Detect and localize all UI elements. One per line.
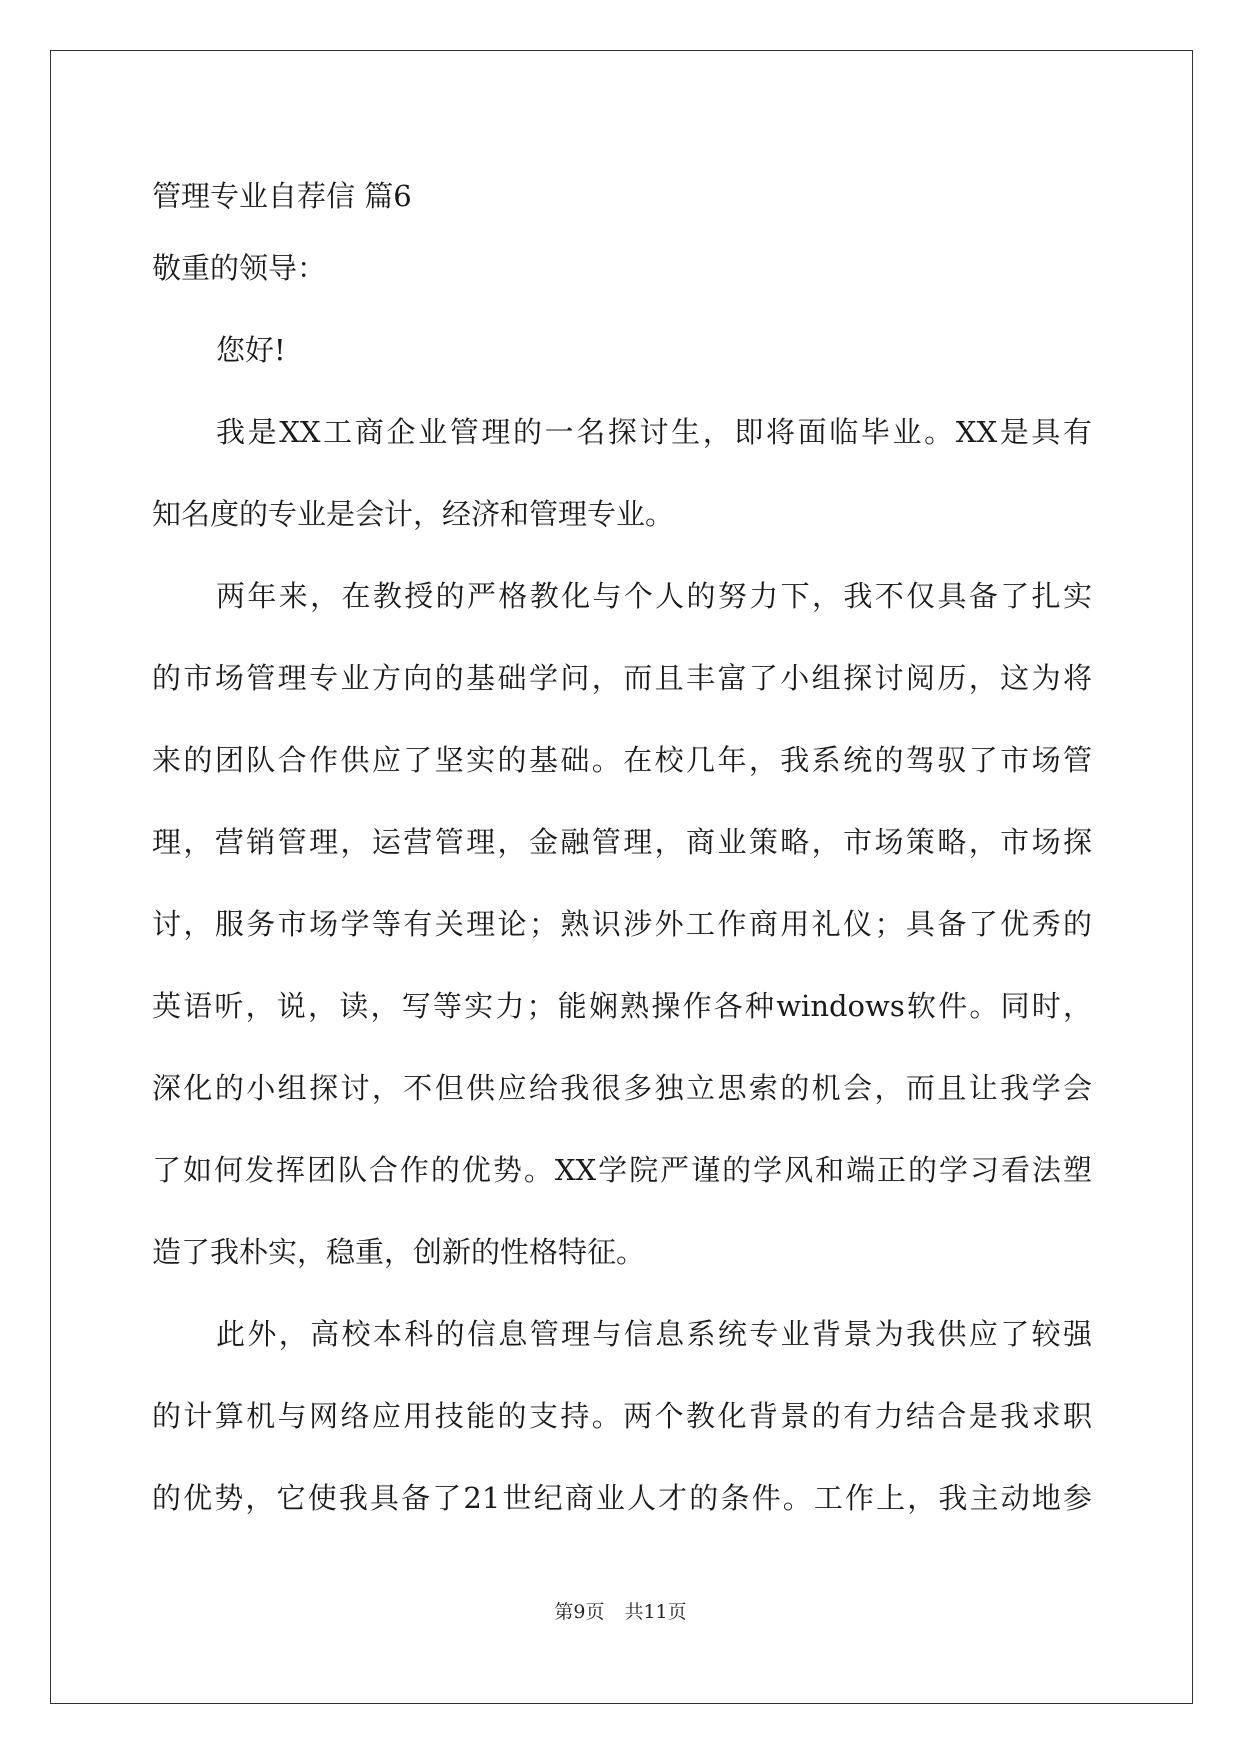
paragraph-3 bbox=[152, 1302, 1092, 1548]
paragraph-line: 理，营销管理，运营管理，金融管理，商业策略，市场策略，市场探 bbox=[152, 825, 1092, 859]
paragraph-1 bbox=[152, 400, 1092, 564]
paragraph-line: 来的团队合作供应了坚实的基础。在校几年，我系统的驾驭了市场管 bbox=[152, 743, 1092, 777]
paragraph-line: 了如何发挥团队合作的优势。XX学院严谨的学风和端正的学习看法塑 bbox=[152, 1153, 1092, 1187]
paragraph-line: 的计算机与网络应用技能的支持。两个教化背景的有力结合是我求职 bbox=[152, 1399, 1092, 1433]
salutation: 敬重的领导： bbox=[152, 251, 327, 285]
document-body bbox=[152, 164, 1092, 1548]
document-title: 管理专业自荐信 篇6 bbox=[152, 179, 412, 213]
paragraph-line: 的优势，它使我具备了21世纪商业人才的条件。工作上，我主动地参 bbox=[152, 1481, 1092, 1515]
paragraph-line: 英语听，说，读，写等实力；能娴熟操作各种windows软件。同时， bbox=[152, 989, 1092, 1023]
greeting: 您好! bbox=[216, 333, 286, 367]
paragraph-line: 知名度的专业是会计，经济和管理专业。 bbox=[152, 497, 675, 531]
paragraph-line: 造了我朴实，稳重，创新的性格特征。 bbox=[152, 1235, 646, 1269]
page-footer bbox=[0, 1597, 1241, 1624]
paragraph-line: 我是XX工商企业管理的一名探讨生，即将面临毕业。XX是具有 bbox=[216, 415, 1092, 449]
page-total: 共11页 bbox=[624, 1601, 687, 1623]
paragraph-line: 的市场管理专业方向的基础学问，而且丰富了小组探讨阅历，这为将 bbox=[152, 661, 1092, 695]
paragraph-line: 两年来，在教授的严格教化与个人的努力下，我不仅具备了扎实 bbox=[216, 579, 1092, 613]
paragraph-line: 深化的小组探讨，不但供应给我很多独立思索的机会，而且让我学会 bbox=[152, 1071, 1092, 1105]
paragraph-2 bbox=[152, 564, 1092, 1302]
paragraph-line: 讨，服务市场学等有关理论；熟识涉外工作商用礼仪；具备了优秀的 bbox=[152, 907, 1092, 941]
page-number: 第9页 bbox=[554, 1601, 605, 1623]
paragraph-line: 此外，高校本科的信息管理与信息系统专业背景为我供应了较强 bbox=[216, 1317, 1092, 1351]
